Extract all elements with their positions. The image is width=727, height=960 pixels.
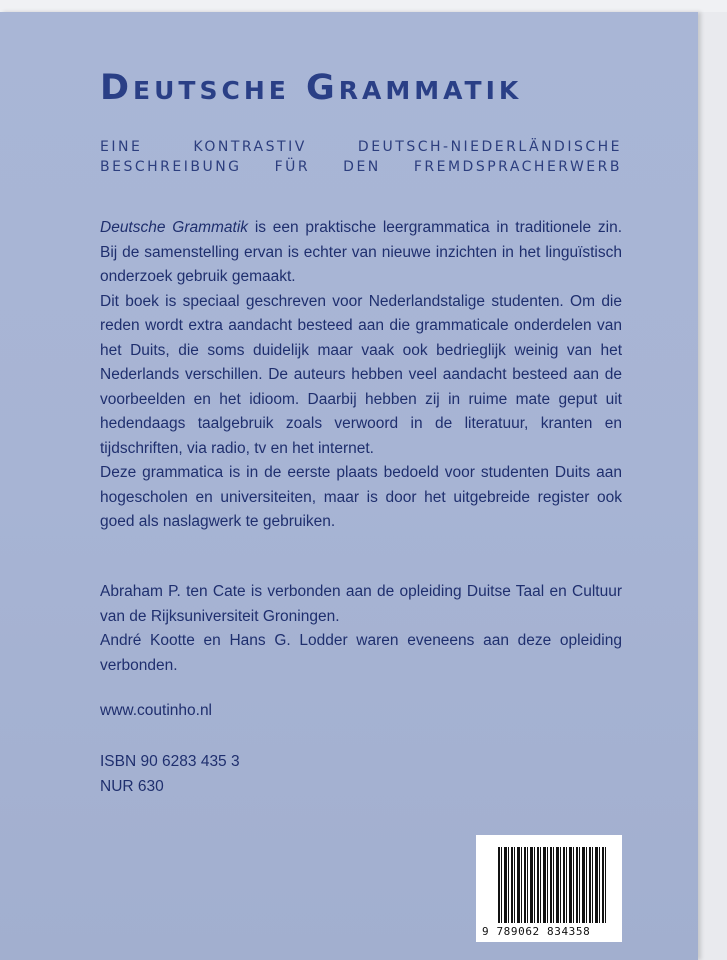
barcode-bars bbox=[498, 847, 608, 923]
blurb-paragraph-1-text: is een praktische leergrammatica in traditionele zin. Bij de samenstelling ervan is echter van nieuwe inzichten in het linguïstisch onderzoek gebruik gemaakt. bbox=[100, 219, 622, 285]
publisher-website: www.coutinho.nl bbox=[100, 702, 213, 719]
blurb-paragraph-3: Deze grammatica is in de eerste plaats bedoeld voor studenten Duits aan hogescholen en universiteiten, maar is door het uitgebreide register ook goed als naslagwerk te gebruiken. bbox=[100, 464, 622, 530]
barcode-digits: 9 789062 834358 bbox=[482, 925, 591, 938]
blurb-paragraph-2: Dit boek is speciaal geschreven voor Nederlandstalige studenten. Om die reden wordt extra aandacht besteed aan die grammaticale onderdelen van het Duits, die soms duidelijk maar vaak ook bedrieglijk weinig van het Nederlands verschillen. De auteurs hebben veel aandacht besteed aan de voorbeelden en het idioom. Daarbij hebben zij in ruime mate geput uit hedendaags taalgebruik zoals verwoord in de literatuur, kranten en tijdschriften, via radio, tv en het internet. bbox=[100, 292, 622, 457]
page-edge bbox=[0, 0, 727, 12]
nur-code: NUR 630 bbox=[100, 777, 164, 795]
barcode bbox=[476, 835, 622, 942]
author-paragraph-2: André Kootte en Hans G. Lodder waren eveneens aan deze opleiding verbonden. bbox=[100, 632, 622, 674]
isbn-number: ISBN 90 6283 435 3 bbox=[100, 753, 240, 770]
subtitle-line-1: EINE KONTRASTIV DEUTSCH-NIEDERLÄNDISCHE bbox=[100, 139, 622, 155]
blurb-paragraph-1 bbox=[100, 216, 622, 290]
subtitle-line-2: BESCHREIBUNG FÜR DEN FREMDSPRACHERWERB bbox=[100, 159, 622, 175]
book-title: Deutsche Grammatik bbox=[100, 68, 523, 108]
blurb-title-italic: Deutsche Grammatik bbox=[100, 219, 249, 236]
blurb bbox=[100, 216, 622, 535]
isbn-block bbox=[100, 750, 240, 799]
author-info bbox=[100, 580, 622, 678]
author-paragraph-1: Abraham P. ten Cate is verbonden aan de opleiding Duitse Taal en Cultuur van de Rijksuniversiteit Groningen. bbox=[100, 583, 622, 625]
book-subtitle bbox=[100, 137, 622, 177]
